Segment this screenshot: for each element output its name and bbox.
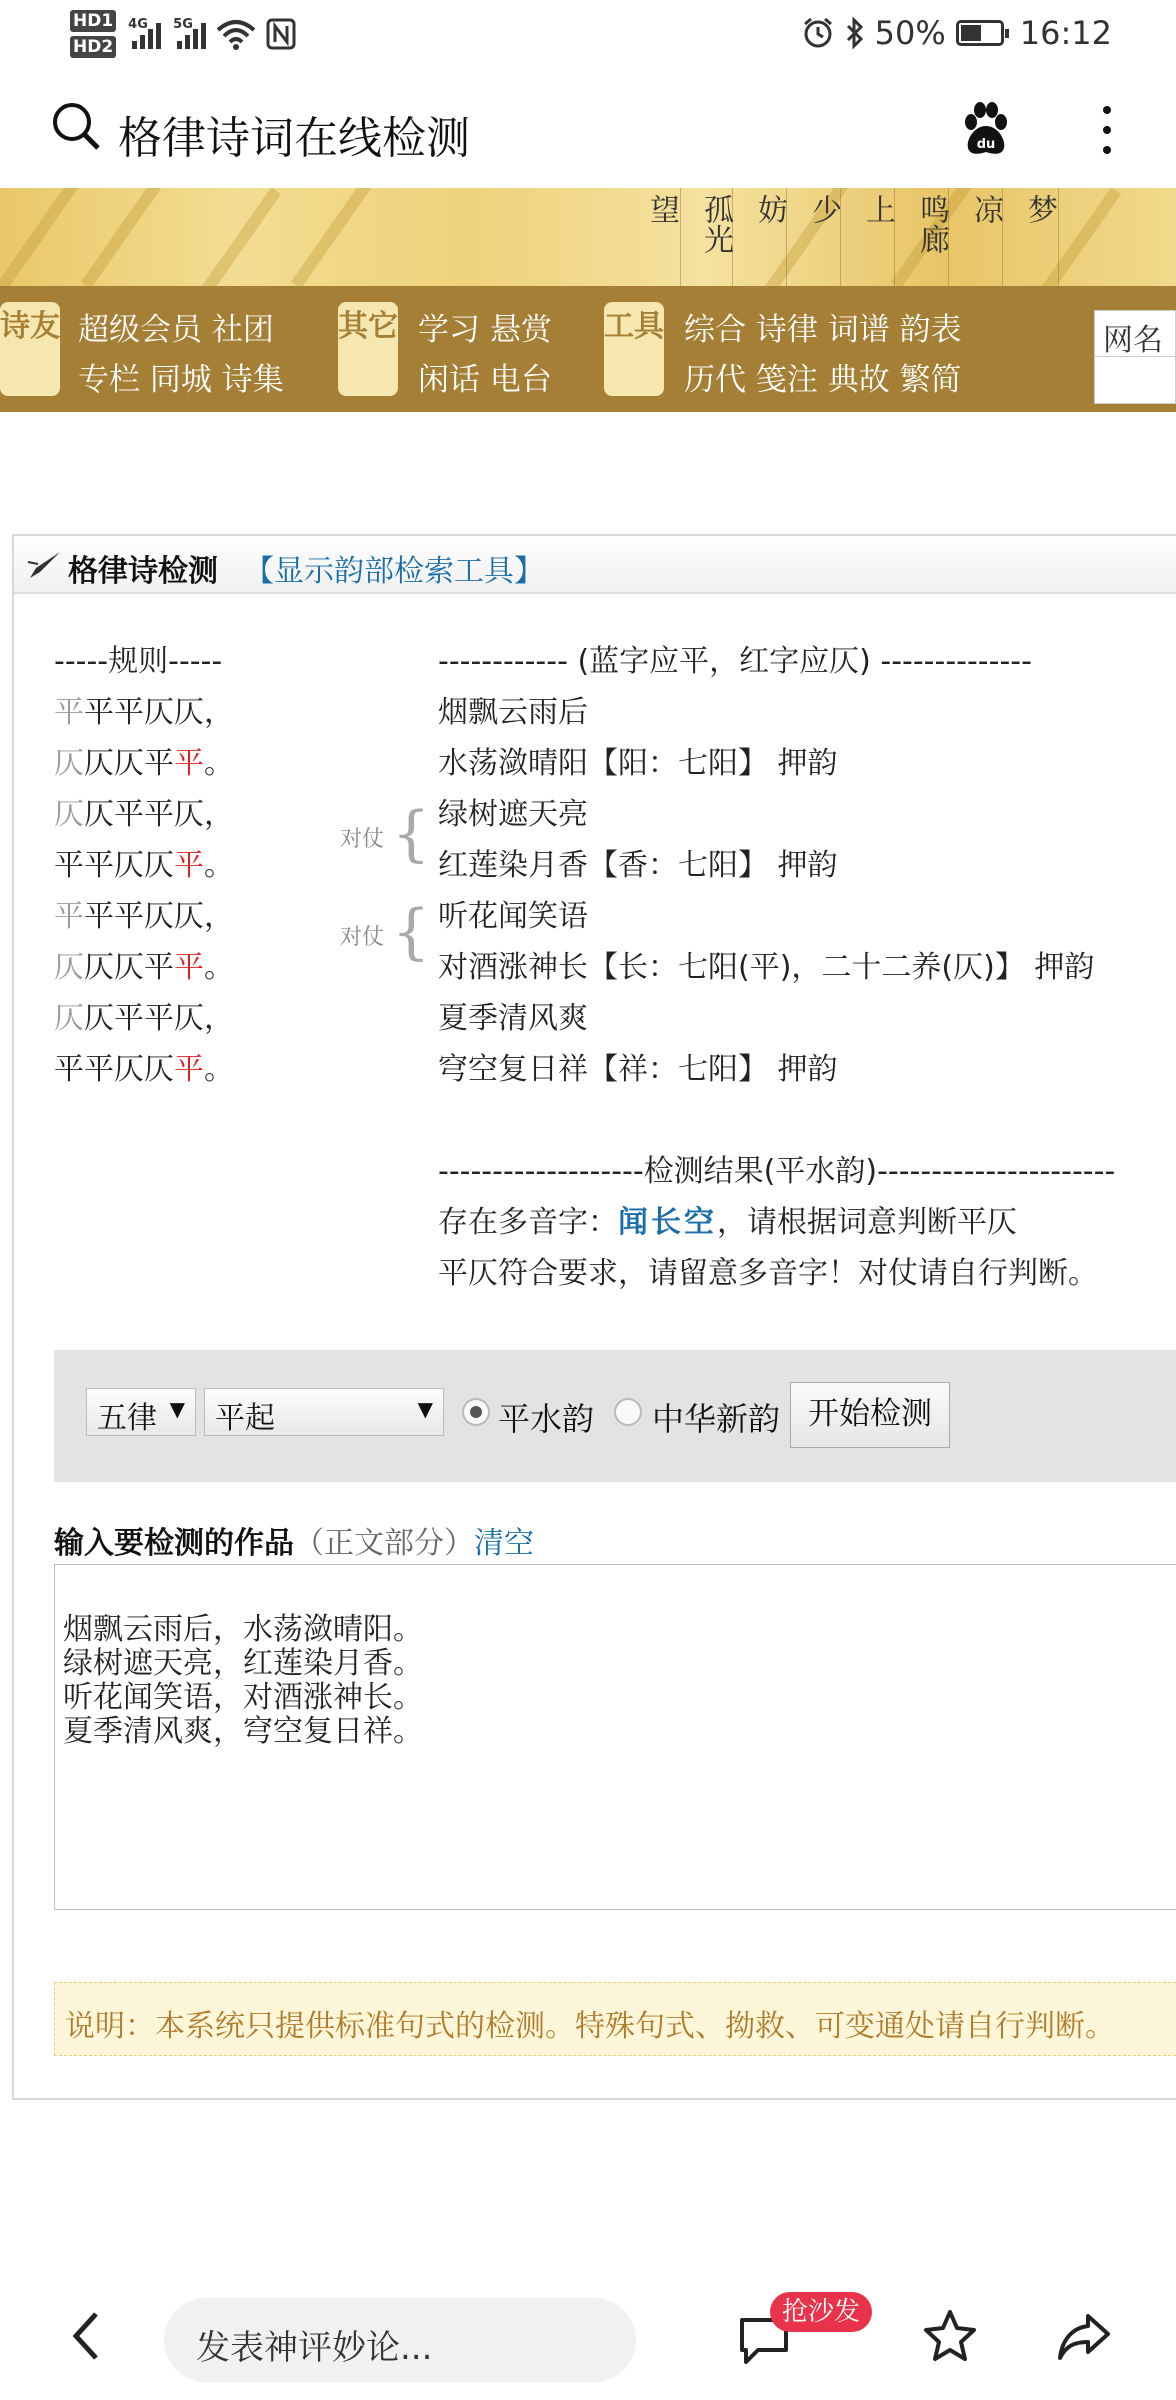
rule-line-7: 仄仄平平仄， [54,1001,234,1036]
brace-icon-1: { [392,799,431,869]
start-tone-select[interactable]: 平起 ▼ [204,1388,444,1436]
svg-text:du: du [976,137,996,152]
rules-column [54,636,234,1095]
alarm-icon [801,16,835,50]
nav-links-shiyou-row1[interactable]: 超级会员 社团 [78,312,274,348]
result-line-1: 烟飘云雨后 [438,695,588,730]
rhyme-pingshui-radio[interactable] [462,1398,490,1426]
share-icon[interactable] [1054,2306,1114,2366]
rules-header: -----规则----- [54,644,223,679]
rule-line-2: 仄仄仄平平。 [54,746,234,781]
status-bar [0,0,1176,72]
banner-poem-4[interactable]: 少 [806,194,841,224]
nav-links-qita-row1[interactable]: 学习 悬赏 [418,312,552,348]
more-menu-icon[interactable] [1090,100,1124,160]
rhyme-zhonghua-radio[interactable] [614,1398,642,1426]
result-line-2: 水荡潋晴阳【阳：七阳】 押韵 [438,746,838,781]
username-login-box[interactable] [1094,310,1176,404]
disclaimer-note: 说明：本系统只提供标准句式的检测。特殊句式、拗救、可变通处请自行判断。 [54,1982,1176,2056]
check-controls [54,1350,1176,1482]
username-label: 网名 [1095,311,1175,357]
net2-label: 5G [173,17,193,32]
nav-badge-qita: 其它 [338,302,398,396]
clear-link[interactable]: 清空 [474,1526,534,1561]
banner-poem-1[interactable]: 望 [644,194,679,224]
rhyme-pingshui-label[interactable]: 平水韵 [498,1400,595,1438]
rule-line-8: 平平仄仄平。 [54,1052,234,1087]
multi-tone-line: 存在多音字：闻长空，请根据词意判断平仄 [438,1205,1017,1240]
result-line-6: 对酒涨神长【长：七阳(平)，二十二养(仄)】 押韵 [438,950,1095,985]
input-label-row [54,1518,534,1562]
hd2-label: HD2 [70,36,116,58]
net1-label: 4G [128,17,148,32]
brace-icon-2: { [392,897,431,967]
banner-poem-5[interactable]: 上 [860,194,895,224]
nav-links-shiyou-row2[interactable]: 专栏 同城 诗集 [78,362,284,398]
rhyme-zhonghua-label[interactable]: 中华新韵 [652,1400,781,1438]
chevron-down-icon: ▼ [169,1397,185,1421]
nav-links-qita-row2[interactable]: 闲话 电台 [418,362,552,398]
textarea-line-4: 夏季清风爽，穹空复日祥。 [63,1714,423,1749]
result-line-3: 绿树遮天亮 [438,797,588,832]
browser-search-bar[interactable] [0,72,1176,188]
banner-poem-7[interactable]: 凉 [968,194,1003,224]
rule-line-4: 平平仄仄平。 [54,848,234,883]
banner-poem-8[interactable]: 梦 [1022,194,1057,224]
hd1-label: HD1 [70,10,116,32]
textarea-line-2: 绿树遮天亮，红莲染月香。 [63,1646,423,1681]
wifi-icon [216,18,256,50]
show-rhyme-tool-link[interactable]: 【显示韵部检索工具】 [244,554,544,589]
result-line-7: 夏季清风爽 [438,1001,588,1036]
textarea-line-1: 烟飘云雨后，水荡潋晴阳。 [63,1612,423,1647]
battery-percent: 50% [874,14,946,52]
nav-links-gongju-row1[interactable]: 综合 诗律 词谱 韵表 [684,312,962,348]
rule-line-6: 仄仄仄平平。 [54,950,234,985]
rule-line-3: 仄仄平平仄， [54,797,234,832]
banner-poem-3[interactable]: 妨 [752,194,787,224]
input-sublabel: （正文部分） [294,1526,474,1561]
brush-icon [26,550,62,580]
input-label: 输入要检测的作品 [54,1526,294,1561]
panel-title: 格律诗检测 [68,554,218,589]
result-column [438,636,1115,1299]
multi-tone-chars: 闻长空 [618,1205,717,1240]
search-icon[interactable] [50,100,102,152]
chevron-down-icon: ▼ [417,1397,433,1421]
sofa-badge[interactable]: 抢沙发 [770,2292,872,2332]
poem-form-select[interactable]: 五律 ▼ [86,1388,196,1436]
panel-header [14,536,1176,594]
banner-poem-6[interactable]: 鸣廊 [914,194,949,254]
rule-line-5: 平平平仄仄， [54,899,234,934]
clock: 16:12 [1019,14,1112,52]
textarea-line-3: 听花闻笑语，对酒涨神长。 [63,1680,423,1715]
battery-icon [956,20,1004,46]
conclusion-line: 平仄符合要求，请留意多音字！对仗请自行判断。 [438,1256,1098,1291]
nav-badge-shiyou: 诗友 [0,302,60,396]
result-line-4: 红莲染月香【香：七阳】 押韵 [438,848,838,883]
search-query-title[interactable]: 格律诗词在线检测 [118,113,470,164]
nfc-icon [266,18,296,50]
back-arrow-icon[interactable] [66,2306,106,2366]
banner-poem-2[interactable]: 孤光 [698,194,733,254]
baidu-paw-icon[interactable] [960,102,1012,158]
result-header: ------------ (蓝字应平，红字应仄) -------------- [438,644,1032,679]
poem-textarea[interactable] [54,1564,1176,1910]
result-line-8: 穹空复日祥【祥：七阳】 押韵 [438,1052,838,1087]
bluetooth-icon [845,16,865,50]
duizhang-label-1: 对仗 [340,827,385,852]
hd-indicator [70,8,116,60]
check-result-header: -------------------检测结果(平水韵)---------------------- [438,1154,1116,1189]
comment-input[interactable]: 发表神评妙论... [164,2298,636,2382]
rule-line-1: 平平平仄仄， [54,695,234,730]
nav-links-gongju-row2[interactable]: 历代 笺注 典故 繁简 [684,362,962,398]
bottom-toolbar [0,2276,1176,2400]
signal-4g-icon [128,17,161,49]
star-icon[interactable] [920,2306,980,2366]
site-nav [0,286,1176,412]
signal-5g-icon [173,17,206,49]
site-banner [0,188,1176,286]
nav-badge-gongju: 工具 [604,302,664,396]
start-check-button[interactable]: 开始检测 [790,1382,950,1448]
result-line-5: 听花闻笑语 [438,899,588,934]
duizhang-label-2: 对仗 [340,925,385,950]
